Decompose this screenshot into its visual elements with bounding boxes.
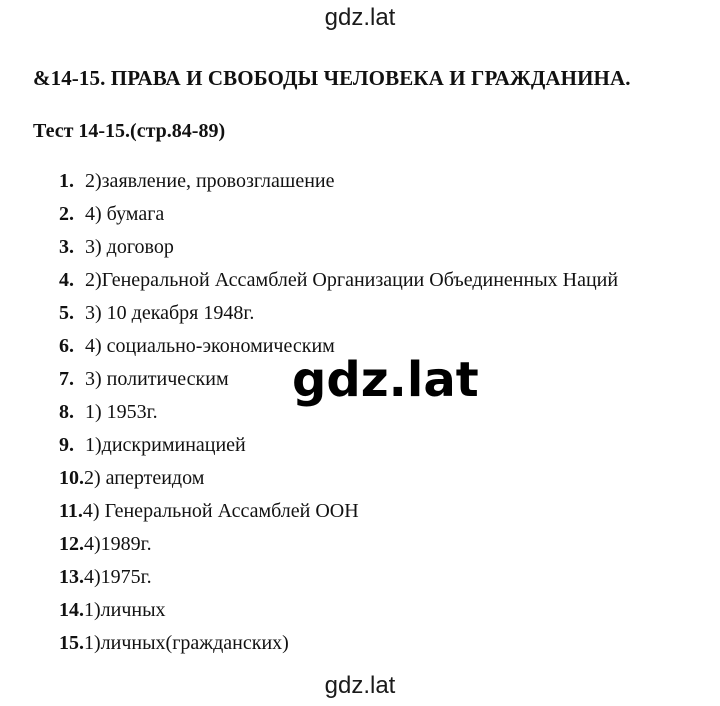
answer-text: 1)личных(гражданских) <box>84 632 289 654</box>
answer-text: 1)дискриминацией <box>85 434 246 456</box>
answer-text: 3) политическим <box>85 368 229 390</box>
answer-number: 15. <box>59 632 84 654</box>
answer-item-14 <box>59 597 618 630</box>
answer-text: 2) апертеидом <box>84 467 205 489</box>
answer-item-2 <box>59 201 618 234</box>
answer-number: 12. <box>59 533 84 555</box>
answer-text: 4)1975г. <box>84 566 152 588</box>
answer-item-9 <box>59 432 618 465</box>
answer-number: 14. <box>59 599 84 621</box>
answer-number: 2. <box>59 203 74 225</box>
answer-text: 4) Генеральной Ассамблей ООН <box>82 500 359 522</box>
test-title: Тест 14-15.(стр.84-89) <box>33 120 226 142</box>
answer-item-1 <box>59 168 618 201</box>
answer-number: 9. <box>59 434 74 456</box>
answer-number: 10. <box>59 467 84 489</box>
answer-number: 13. <box>59 566 84 588</box>
answer-number: 5. <box>59 302 74 324</box>
answer-number: 6. <box>59 335 74 357</box>
answer-number: 1. <box>59 170 74 192</box>
answer-number: 4. <box>59 269 74 291</box>
answer-text: 3) договор <box>85 236 174 258</box>
watermark-center: gdz.lat <box>292 352 479 408</box>
answer-number: 7. <box>59 368 74 390</box>
answer-text: 3) 10 декабря 1948г. <box>85 302 255 324</box>
answer-item-15 <box>59 630 618 663</box>
answer-item-3 <box>59 234 618 267</box>
answer-item-5 <box>59 300 618 333</box>
answer-item-13 <box>59 564 618 597</box>
answer-text: 4) социально-экономическим <box>85 335 335 357</box>
answer-text: 4)1989г. <box>84 533 152 555</box>
answer-text: 2)Генеральной Ассамблей Организации Объединенных Наций <box>85 269 619 291</box>
answer-item-4 <box>59 267 618 300</box>
answer-text: 1)личных <box>84 599 166 621</box>
answer-item-12 <box>59 531 618 564</box>
answer-item-11 <box>59 498 618 531</box>
section-title: &14-15. ПРАВА И СВОБОДЫ ЧЕЛОВЕКА И ГРАЖДАНИНА. <box>33 66 631 90</box>
answer-number: 11. <box>59 500 83 522</box>
answer-item-10 <box>59 465 618 498</box>
answer-text: 4) бумага <box>85 203 165 225</box>
answer-number: 8. <box>59 401 74 423</box>
answer-list <box>59 168 618 663</box>
watermark-bottom: gdz.lat <box>324 672 396 699</box>
watermark-top: gdz.lat <box>324 4 396 31</box>
answer-number: 3. <box>59 236 74 258</box>
answer-text: 2)заявление, провозглашение <box>85 170 335 192</box>
answer-text: 1) 1953г. <box>85 401 158 423</box>
